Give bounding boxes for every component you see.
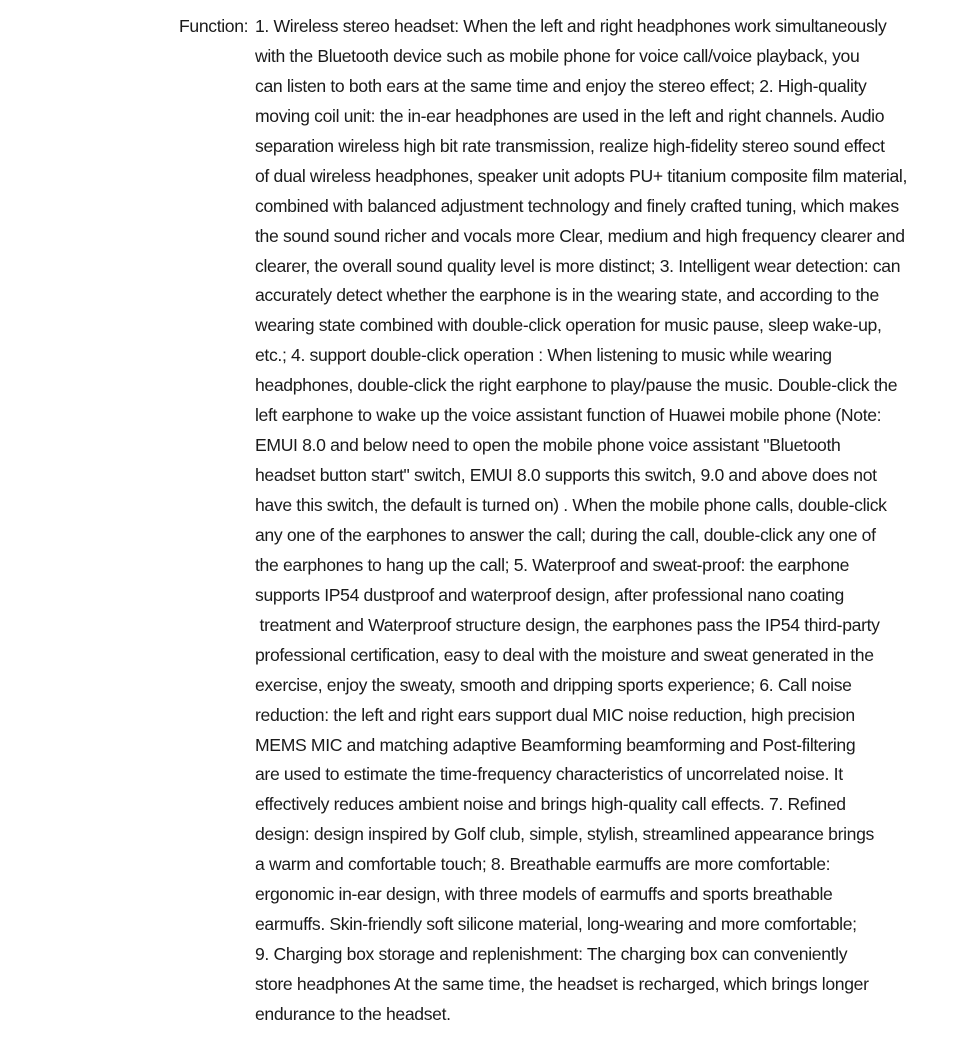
description-line: the earphones to hang up the call; 5. Waterproof and sweat-proof: the earphone — [255, 554, 850, 575]
description-line: the sound sound richer and vocals more Clear, medium and high frequency clearer and — [255, 225, 905, 246]
description-line: 9. Charging box storage and replenishment: The charging box can conveniently — [255, 944, 848, 965]
description-line: of dual wireless headphones, speaker unit adopts PU+ titanium composite film material, — [255, 165, 908, 186]
description-line: combined with balanced adjustment technology and finely crafted tuning, which makes — [255, 195, 899, 216]
description-line: MEMS MIC and matching adaptive Beamforming beamforming and Post-filtering — [255, 734, 856, 755]
description-line: store headphones At the same time, the headset is recharged, which brings longer — [255, 974, 869, 994]
description-line: wearing state combined with double-click operation for music pause, sleep wake-up, — [255, 315, 882, 336]
description-line: left earphone to wake up the voice assistant function of Huawei mobile phone (Note: — [255, 405, 882, 426]
description-line: exercise, enjoy the sweaty, smooth and dripping sports experience; 6. Call noise — [255, 674, 852, 695]
description-line: are used to estimate the time-frequency characteristics of uncorrelated noise. It — [255, 764, 843, 785]
description-line: effectively reduces ambient noise and brings high-quality call effects. 7. Refined — [255, 794, 846, 815]
description-line: have this switch, the default is turned on) . When the mobile phone calls, double-click — [255, 495, 887, 515]
function-label: Function: — [179, 16, 249, 36]
description-line: EMUI 8.0 and below need to open the mobile phone voice assistant "Bluetooth — [255, 435, 841, 456]
function-description — [255, 12, 955, 1030]
description-line: 1. Wireless stereo headset: When the left and right headphones work simultaneously — [255, 16, 887, 36]
description-line: separation wireless high bit rate transmission, realize high-fidelity stereo sound effect — [255, 135, 885, 156]
description-line: reduction: the left and right ears support dual MIC noise reduction, high precision — [255, 704, 855, 725]
description-line: earmuffs. Skin-friendly soft silicone material, long-wearing and more comfortable; — [255, 914, 857, 935]
description-line: clearer, the overall sound quality level is more distinct; 3. Intelligent wear detection: can — [255, 255, 901, 276]
description-line: any one of the earphones to answer the call; during the call, double-click any one of — [255, 524, 876, 545]
description-line: accurately detect whether the earphone is in the wearing state, and according to the — [255, 285, 879, 306]
description-line: endurance to the headset. — [255, 1003, 451, 1024]
description-line: can listen to both ears at the same time and enjoy the stereo effect; 2. High-quality — [255, 75, 867, 96]
description-line: design: design inspired by Golf club, simple, stylish, streamlined appearance brings — [255, 824, 874, 845]
description-line: etc.; 4. support double-click operation : When listening to music while wearing — [255, 345, 832, 366]
description-line: professional certification, easy to deal with the moisture and sweat generated in the — [255, 644, 874, 665]
description-line: moving coil unit: the in-ear headphones are used in the left and right channels. Audio — [255, 105, 885, 126]
description-line: headset button start" switch, EMUI 8.0 supports this switch, 9.0 and above does not — [255, 465, 877, 486]
description-line: with the Bluetooth device such as mobile phone for voice call/voice playback, you — [255, 45, 860, 66]
description-line: headphones, double-click the right earphone to play/pause the music. Double-click the — [255, 375, 898, 396]
description-line: treatment and Waterproof structure design, the earphones pass the IP54 third-party — [255, 614, 880, 635]
description-line: a warm and comfortable touch; 8. Breathable earmuffs are more comfortable: — [255, 854, 831, 875]
description-line: ergonomic in-ear design, with three models of earmuffs and sports breathable — [255, 884, 833, 905]
description-line: supports IP54 dustproof and waterproof design, after professional nano coating — [255, 584, 844, 605]
